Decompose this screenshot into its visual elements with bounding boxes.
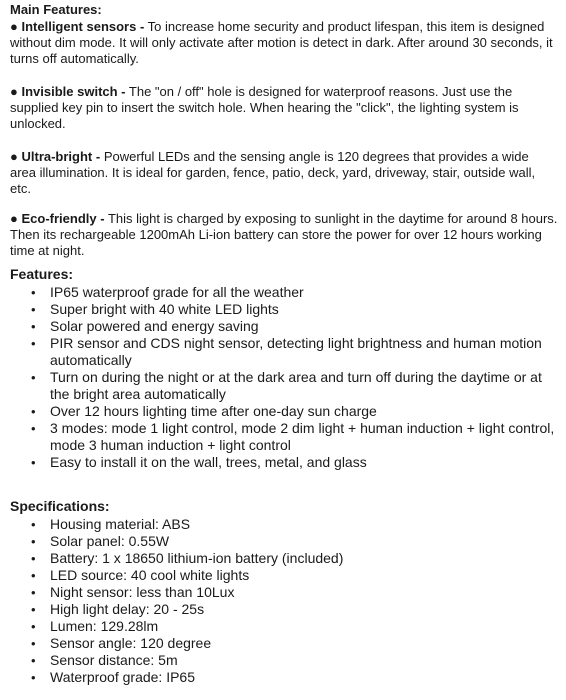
- list-item: [0, 403, 556, 420]
- bullet-dot: •: [31, 404, 36, 419]
- list-item: [0, 652, 556, 669]
- paragraph-bullet: ●: [10, 19, 18, 34]
- bullet-dot: •: [31, 517, 36, 532]
- bullet-dot: •: [31, 619, 36, 634]
- list-item-text: IP65 waterproof grade for all the weather: [50, 284, 304, 300]
- list-item-text: Lumen: 129.28lm: [50, 618, 159, 634]
- paragraph-text: To increase home security and product lifespan, this item is designed without dim mode. It will only activate after motion is detect in dark. After around 30 seconds, it turns off automatically.: [10, 19, 553, 66]
- paragraph-bullet: ●: [10, 149, 18, 164]
- bullet-dot: •: [31, 653, 36, 668]
- list-item-text: LED source: 40 cool white lights: [50, 567, 250, 583]
- paragraph-lead: Invisible switch -: [21, 84, 126, 99]
- bullet-dot: •: [31, 602, 36, 617]
- list-item-text: Solar panel: 0.55W: [50, 533, 170, 549]
- list-item-text: Easy to install it on the wall, trees, metal, and glass: [50, 454, 367, 470]
- list-item: [0, 550, 556, 567]
- list-item-text: 3 modes: mode 1 light control, mode 2 dim light + human induction + light control, mode 3 human induction + light control: [50, 420, 555, 453]
- list-item-text: Waterproof grade: IP65: [50, 669, 196, 685]
- list-item-text: Sensor distance: 5m: [50, 652, 178, 668]
- specifications-title: Specifications:: [10, 498, 110, 514]
- paragraph-lead: Eco-friendly -: [21, 211, 105, 226]
- paragraph-bullet: ●: [10, 84, 18, 99]
- list-item: [0, 601, 556, 618]
- list-item: [0, 420, 556, 454]
- bullet-dot: •: [31, 551, 36, 566]
- bullet-dot: •: [31, 370, 36, 385]
- feature-paragraph-eco-friendly: [10, 211, 558, 259]
- list-item: [0, 567, 556, 584]
- list-item: [0, 301, 556, 318]
- list-item: [0, 284, 556, 301]
- paragraph-text: This light is charged by exposing to sunlight in the daytime for around 8 hours. Then its rechargeable 1200mAh Li-ion battery can store the power for over 12 hours working time at night.: [10, 211, 558, 258]
- bullet-dot: •: [31, 421, 36, 436]
- paragraph-lead: Intelligent sensors -: [21, 19, 145, 34]
- bullet-dot: •: [31, 285, 36, 300]
- list-item-text: High light delay: 20 - 25s: [50, 601, 205, 617]
- bullet-dot: •: [31, 319, 36, 334]
- bullet-dot: •: [31, 302, 36, 317]
- list-item: [0, 516, 556, 533]
- bullet-dot: •: [31, 336, 36, 351]
- bullet-dot: •: [31, 534, 36, 549]
- paragraph-bullet: ●: [10, 211, 18, 226]
- bullet-dot: •: [31, 568, 36, 583]
- list-item: [0, 669, 556, 686]
- list-item: [0, 584, 556, 601]
- list-item: [0, 318, 556, 335]
- paragraph-text: The "on / off" hole is designed for waterproof reasons. Just use the supplied key pin to insert the switch hole. When hearing the "click", the lighting system is unlocked.: [10, 84, 519, 131]
- bullet-dot: •: [31, 455, 36, 470]
- main-features-title: Main Features:: [10, 2, 102, 17]
- features-list: [0, 284, 556, 471]
- list-item-text: Night sensor: less than 10Lux: [50, 584, 235, 600]
- list-item: [0, 335, 556, 369]
- feature-paragraph-intelligent-sensors: [10, 19, 558, 67]
- list-item-text: Solar powered and energy saving: [50, 318, 259, 334]
- list-item-text: PIR sensor and CDS night sensor, detecting light brightness and human motion automatically: [50, 335, 542, 368]
- bullet-dot: •: [31, 636, 36, 651]
- list-item-text: Super bright with 40 white LED lights: [50, 301, 279, 317]
- feature-paragraph-invisible-switch: [10, 84, 558, 132]
- feature-paragraph-ultra-bright: [10, 149, 558, 197]
- features-title: Features:: [10, 266, 74, 282]
- list-item-text: Housing material: ABS: [50, 516, 191, 532]
- bullet-dot: •: [31, 585, 36, 600]
- list-item: [0, 369, 556, 403]
- paragraph-lead: Ultra-bright -: [21, 149, 101, 164]
- list-item-text: Battery: 1 x 18650 lithium-ion battery (included): [50, 550, 344, 566]
- list-item-text: Sensor angle: 120 degree: [50, 635, 212, 651]
- list-item-text: Turn on during the night or at the dark area and turn off during the daytime or at the bright area automatically: [50, 369, 542, 402]
- bullet-dot: •: [31, 670, 36, 685]
- list-item-text: Over 12 hours lighting time after one-day sun charge: [50, 403, 377, 419]
- list-item: [0, 635, 556, 652]
- list-item: [0, 618, 556, 635]
- list-item: [0, 533, 556, 550]
- specifications-list: [0, 516, 556, 686]
- list-item: [0, 454, 556, 471]
- paragraph-text: Powerful LEDs and the sensing angle is 120 degrees that provides a wide area illumination. It is ideal for garden, fence, patio, deck, yard, driveway, stair, outside wall, etc.: [10, 149, 536, 196]
